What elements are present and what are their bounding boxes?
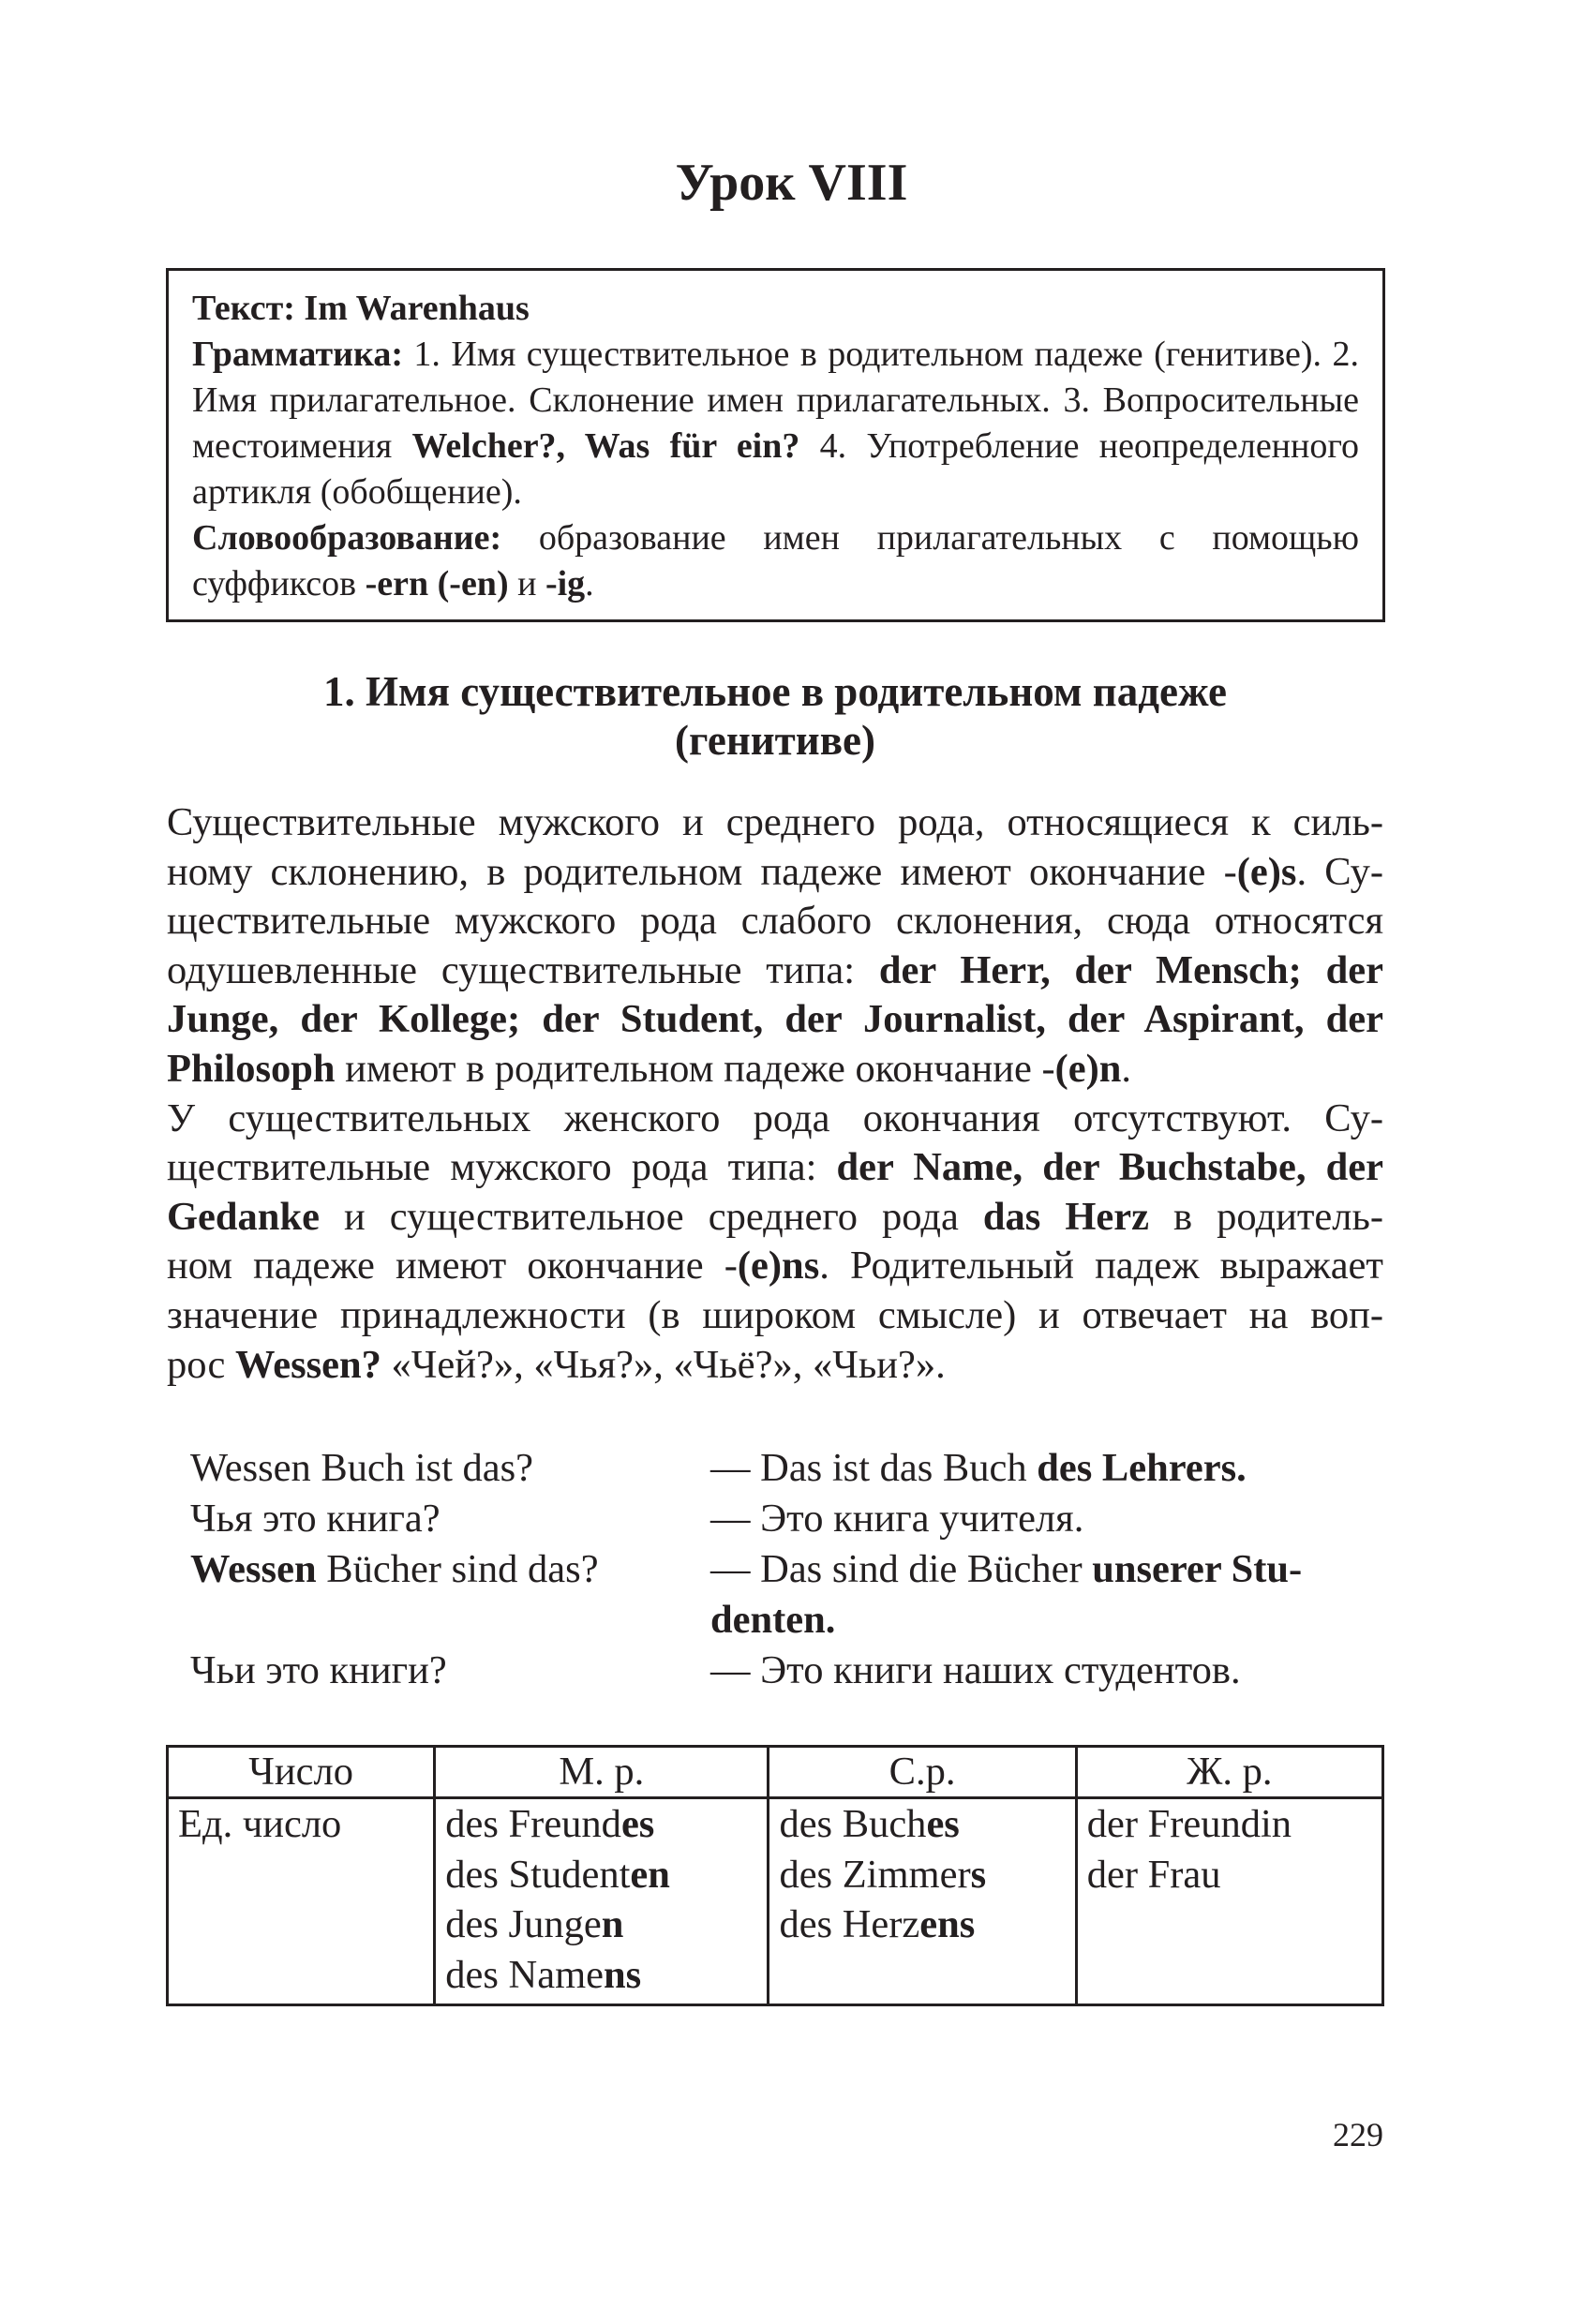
- summary-grammar-text: 1. Имя существительное в родительном падеже (генитиве). 2. Имя прилагательное. Склонение имен прилагательных. 3. Вопросительные местоимения: [192, 335, 1359, 466]
- example-bold: Wessen: [190, 1547, 317, 1591]
- body-line: [167, 1341, 1383, 1391]
- summary-word-formation-text: образование имен прилагательных с помощью суффиксов: [192, 518, 1359, 603]
- example-sentences: [190, 1443, 1385, 1696]
- table-entry: [445, 1799, 757, 1850]
- text-span: одушевленные существительные типа:: [167, 947, 879, 992]
- text-span: ному склонению, в родительном падеже имеют окончание -: [167, 849, 1237, 894]
- ending: ns: [604, 1952, 642, 1997]
- table-entry: [1087, 1850, 1372, 1900]
- example-bold: denten.: [710, 1598, 836, 1642]
- summary-grammar-label: Грамматика:: [192, 335, 403, 374]
- text-span: и существительное среднего рода: [319, 1194, 983, 1239]
- example-answer: — Это книги наших студентов.: [710, 1648, 1241, 1692]
- example-row: [190, 1544, 1385, 1646]
- ending: es: [620, 1802, 655, 1846]
- summary-grammar: [192, 332, 1359, 515]
- body-line: [167, 1143, 1383, 1193]
- section-heading-line-2: (генитиве): [675, 717, 875, 764]
- table-entry: [779, 1850, 1065, 1900]
- ending-bold: (e)ns: [737, 1244, 820, 1289]
- example-question: Wessen Buch ist das?: [190, 1446, 534, 1490]
- summary-suffix-2: -ig: [545, 564, 586, 603]
- example-row: [190, 1443, 1385, 1494]
- stem: des Student: [445, 1852, 631, 1897]
- paragraph-1: [167, 798, 1383, 1095]
- table-entry: [1087, 1799, 1372, 1850]
- table-entry: [445, 1899, 757, 1950]
- stem: des Herz: [779, 1902, 920, 1946]
- section-heading-line-1: 1. Имя существительное в родительном падеже: [323, 668, 1227, 715]
- body-line: [167, 1045, 1383, 1095]
- text-span: рос: [167, 1342, 236, 1387]
- summary-word-formation: [192, 515, 1359, 607]
- example-answer: [710, 1544, 1383, 1646]
- page-number: 229: [1333, 2116, 1383, 2153]
- body-line: ществительные мужского рода слабого склонения, сюда относятся: [167, 899, 1383, 944]
- summary-suffix-1: -ern (-en): [365, 564, 509, 603]
- stem: des Buch: [779, 1802, 927, 1846]
- section-heading: [167, 667, 1383, 765]
- summary-grammar-text-2: 4. Употребление неопределенного артикля (обобщение).: [192, 426, 1359, 512]
- body-line: [167, 1242, 1383, 1291]
- body-text: [167, 798, 1383, 1390]
- row-label-text: Ед. число: [178, 1802, 342, 1846]
- example-bold: der Name, der Buchstabe, der: [836, 1145, 1383, 1190]
- row-label: [168, 1798, 435, 2005]
- example-bold: des Lehrers.: [1037, 1446, 1247, 1490]
- example-bold: Gedanke: [167, 1194, 320, 1239]
- masculine-cell: [435, 1798, 769, 2005]
- body-line: [167, 1193, 1383, 1243]
- table-entry: [445, 1950, 757, 2001]
- stem: der Frau: [1086, 1852, 1221, 1897]
- text-span: .: [1121, 1046, 1132, 1091]
- example-question: Чьи это книги?: [190, 1648, 447, 1692]
- paragraph-2: [167, 1095, 1383, 1391]
- header-neuter: С.р.: [769, 1747, 1076, 1798]
- table-entry: [779, 1799, 1065, 1850]
- body-line: [167, 946, 1383, 996]
- text-span: «Чей?», «Чья?», «Чьё?», «Чьи?».: [381, 1342, 946, 1387]
- summary-text-line: [192, 286, 1359, 332]
- lesson-title: Урок VIII: [675, 154, 908, 212]
- summary-end: .: [585, 564, 594, 603]
- body-line: [167, 848, 1383, 898]
- stem: des Junge: [445, 1902, 602, 1946]
- summary-text-label: Текст:: [192, 289, 295, 328]
- stem: des Freund: [445, 1802, 621, 1846]
- stem: des Name: [445, 1952, 605, 1997]
- summary-text-value: Im Warenhaus: [304, 289, 530, 328]
- example-bold: Philosoph: [167, 1046, 336, 1091]
- text-span: ном падеже имеют окончание -: [167, 1244, 738, 1289]
- example-question: Чья это книга?: [190, 1497, 441, 1541]
- header-feminine: Ж. р.: [1076, 1747, 1382, 1798]
- table-header-row: [168, 1747, 1383, 1798]
- example-question: [190, 1544, 599, 1595]
- genitive-declension-table: [166, 1745, 1384, 2006]
- example-bold: der Herr, der Mensch; der: [878, 947, 1383, 992]
- text-span: . Родительный падеж выражает: [819, 1244, 1383, 1289]
- example-answer: [710, 1443, 1383, 1494]
- header-masculine: М. р.: [435, 1747, 769, 1798]
- text-span: имеют в родительном падеже окончание -: [335, 1046, 1055, 1091]
- ending: es: [926, 1802, 960, 1846]
- stem: des Zimmer: [779, 1852, 971, 1897]
- table-entry: [445, 1850, 757, 1900]
- text-span: . Су-: [1296, 849, 1384, 894]
- ending: n: [601, 1902, 624, 1946]
- table-row: [168, 1798, 1383, 2005]
- example-row: [190, 1494, 1385, 1544]
- body-line: [167, 995, 1383, 1045]
- example-bold: das Herz: [982, 1194, 1149, 1239]
- example-bold: unserer Stu-: [1092, 1547, 1303, 1591]
- example-bold: Wessen?: [235, 1342, 381, 1387]
- feminine-cell: [1076, 1798, 1382, 2005]
- text-span: — Das sind die Bücher: [710, 1547, 1093, 1591]
- text-span: — Das ist das Buch: [710, 1446, 1038, 1490]
- summary-grammar-bold: Welcher?, Was für ein?: [411, 426, 800, 466]
- body-line: У существительных женского рода окончания отсутствуют. Су-: [167, 1095, 1383, 1140]
- body-line: Существительные мужского и среднего рода, относящиеся к силь-: [167, 800, 1383, 844]
- summary-word-formation-label: Словообразование:: [192, 518, 502, 558]
- example-bold: Junge, der Kollege; der Student, der Journalist, der Aspirant, der: [167, 997, 1383, 1042]
- summary-and: и: [508, 564, 545, 603]
- text-span: в родитель-: [1149, 1194, 1383, 1239]
- header-number: Число: [168, 1747, 435, 1798]
- lesson-summary-box: [166, 268, 1385, 622]
- ending-bold: (e)s: [1236, 849, 1297, 894]
- example-answer: — Это книга учителя.: [710, 1497, 1084, 1541]
- ending: en: [630, 1852, 670, 1897]
- stem: der Freundin: [1086, 1802, 1292, 1846]
- ending: ens: [919, 1902, 976, 1946]
- body-line: значение принадлежности (в широком смысле) и отвечает на воп-: [167, 1292, 1383, 1337]
- text-span: ществительные мужского рода типа:: [167, 1145, 837, 1190]
- ending-bold: (e)n: [1054, 1046, 1122, 1091]
- table-entry: [779, 1899, 1065, 1950]
- lesson-summary: [192, 286, 1359, 607]
- ending: s: [970, 1852, 987, 1897]
- text-span: Bücher sind das?: [316, 1547, 599, 1591]
- example-row: [190, 1646, 1385, 1696]
- neuter-cell: [769, 1798, 1076, 2005]
